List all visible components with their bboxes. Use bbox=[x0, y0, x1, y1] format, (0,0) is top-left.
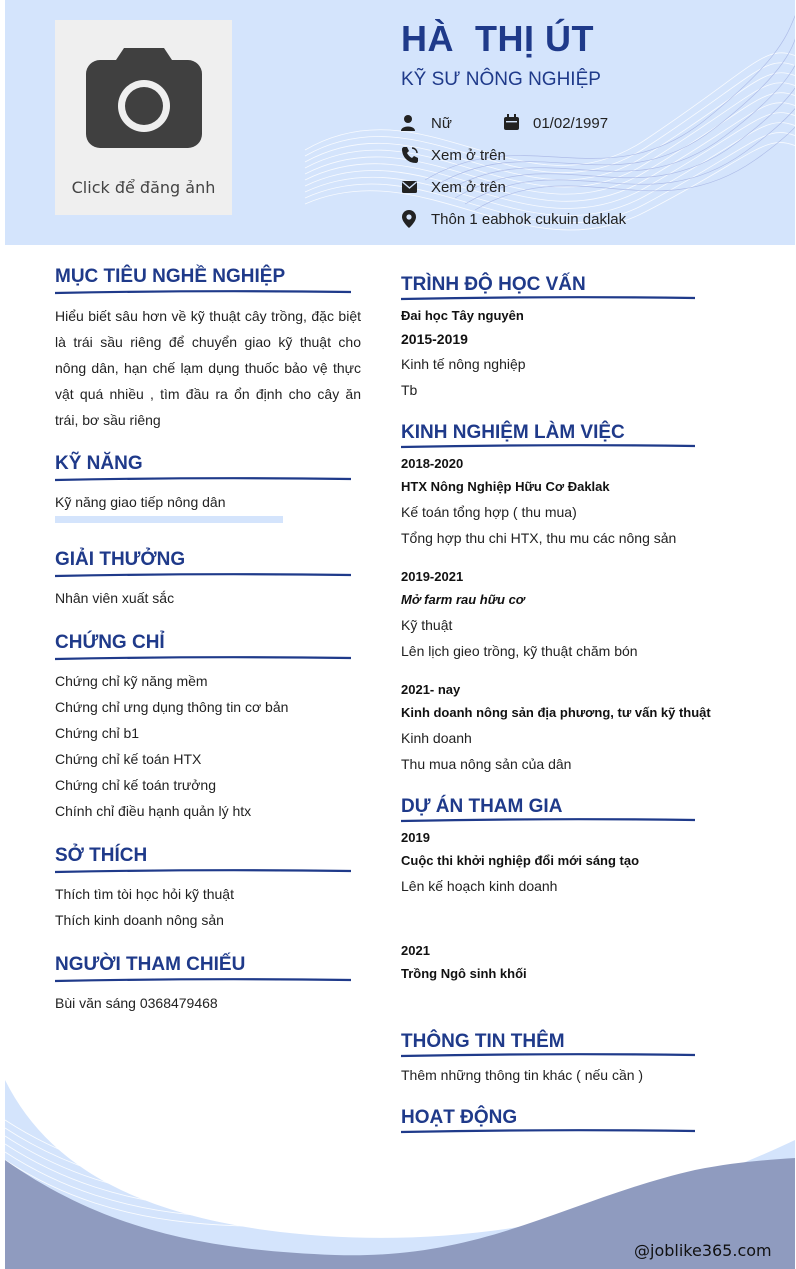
experience-position[interactable]: Kỹ thuật bbox=[401, 617, 453, 633]
certificate-item[interactable]: Chứng chỉ ưng dụng thông tin cơ bản bbox=[55, 699, 289, 715]
experience-company[interactable]: Kinh doanh nông sản địa phương, tư vấn kỹ thuật bbox=[401, 705, 711, 720]
certificate-item[interactable]: Chứng chỉ kế toán HTX bbox=[55, 751, 202, 767]
cv-header bbox=[5, 0, 795, 245]
awards-title[interactable]: GIẢI THƯỞNG bbox=[55, 549, 186, 570]
project-desc[interactable]: Lên kế hoạch kinh doanh bbox=[401, 878, 558, 894]
photo-caption: Click để đăng ảnh bbox=[71, 178, 216, 197]
project-name[interactable]: Cuộc thi khởi nghiệp đổi mới sáng tạo bbox=[401, 853, 640, 868]
address-value[interactable]: Thôn 1 eabhok cukuin daklak bbox=[431, 211, 627, 228]
experience-period[interactable]: 2021- nay bbox=[401, 682, 461, 697]
certificates-title[interactable]: CHỨNG CHỈ bbox=[55, 632, 165, 653]
reference-item[interactable]: Bùi văn sáng 0368479468 bbox=[55, 995, 218, 1011]
experience-underline bbox=[401, 444, 695, 450]
projects-underline bbox=[401, 818, 695, 824]
references-title[interactable]: NGƯỜI THAM CHIẾU bbox=[55, 954, 246, 975]
candidate-name[interactable]: HÀ THỊ ÚT bbox=[401, 18, 594, 59]
more-info-title[interactable]: THÔNG TIN THÊM bbox=[401, 1031, 565, 1052]
education-period[interactable]: 2015-2019 bbox=[401, 331, 468, 347]
project-name[interactable]: Trồng Ngô sinh khối bbox=[401, 966, 527, 981]
skill-level-bar bbox=[55, 516, 283, 523]
experience-position[interactable]: Kinh doanh bbox=[401, 730, 472, 746]
references-underline bbox=[55, 978, 351, 984]
email-value[interactable]: Xem ở trên bbox=[431, 179, 506, 196]
education-school[interactable]: Đai học Tây nguyên bbox=[401, 308, 524, 323]
more-info-underline bbox=[401, 1053, 695, 1059]
user-icon bbox=[401, 114, 419, 132]
objective-title[interactable]: MỤC TIÊU NGHỀ NGHIỆP bbox=[55, 266, 286, 287]
camera-icon bbox=[86, 48, 202, 148]
hobby-item[interactable]: Thích tìm tòi học hỏi kỹ thuật bbox=[55, 886, 234, 902]
skill-item[interactable]: Kỹ năng giao tiếp nông dân bbox=[55, 494, 226, 510]
experience-company[interactable]: Mở farm rau hữu cơ bbox=[401, 592, 525, 607]
experience-desc[interactable]: Lên lịch gieo trồng, kỹ thuật chăm bón bbox=[401, 643, 638, 659]
job-title[interactable]: KỸ SƯ NÔNG NGHIỆP bbox=[401, 69, 601, 90]
education-title[interactable]: TRÌNH ĐỘ HỌC VẤN bbox=[401, 274, 586, 295]
experience-company[interactable]: HTX Nông Nghiệp Hữu Cơ Đaklak bbox=[401, 479, 610, 494]
location-icon bbox=[401, 210, 419, 228]
envelope-icon bbox=[401, 178, 419, 196]
calendar-icon bbox=[503, 114, 521, 132]
experience-desc[interactable]: Tổng hợp thu chi HTX, thu mu các nông sản bbox=[401, 530, 677, 546]
brand-watermark: @joblike365.com bbox=[634, 1241, 772, 1260]
awards-underline bbox=[55, 573, 351, 579]
gender-value[interactable]: Nữ bbox=[431, 115, 452, 132]
experience-period[interactable]: 2019-2021 bbox=[401, 569, 464, 584]
skills-title[interactable]: KỸ NĂNG bbox=[55, 453, 143, 474]
education-major[interactable]: Kinh tế nông nghiệp bbox=[401, 356, 526, 372]
project-year[interactable]: 2019 bbox=[401, 830, 430, 845]
birthday-value[interactable]: 01/02/1997 bbox=[533, 115, 609, 132]
skills-underline bbox=[55, 477, 351, 483]
hobbies-title[interactable]: SỞ THÍCH bbox=[55, 845, 148, 866]
more-info-text[interactable]: Thêm những thông tin khác ( nếu cần ) bbox=[401, 1067, 644, 1083]
experience-title[interactable]: KINH NGHIỆM LÀM VIỆC bbox=[401, 422, 625, 443]
award-item[interactable]: Nhân viên xuất sắc bbox=[55, 590, 175, 606]
certificate-item[interactable]: Chính chỉ điều hạnh quản lý htx bbox=[55, 803, 252, 819]
certificate-item[interactable]: Chứng chỉ kỹ năng mềm bbox=[55, 673, 208, 689]
cv-page bbox=[5, 0, 795, 1269]
education-grade[interactable]: Tb bbox=[401, 382, 418, 398]
experience-period[interactable]: 2018-2020 bbox=[401, 456, 464, 471]
certificate-item[interactable]: Chứng chỉ kế toán trưởng bbox=[55, 777, 217, 793]
photo-upload[interactable] bbox=[55, 20, 232, 215]
phone-icon bbox=[401, 146, 419, 164]
phone-value[interactable]: Xem ở trên bbox=[431, 147, 506, 164]
project-year[interactable]: 2021 bbox=[401, 943, 430, 958]
objective-underline bbox=[55, 290, 351, 296]
education-underline bbox=[401, 296, 695, 302]
certificates-underline bbox=[55, 656, 351, 662]
projects-title[interactable]: DỰ ÁN THAM GIA bbox=[401, 796, 563, 817]
experience-position[interactable]: Kế toán tổng hợp ( thu mua) bbox=[401, 504, 577, 520]
hobbies-underline bbox=[55, 869, 351, 875]
certificate-item[interactable]: Chứng chỉ b1 bbox=[55, 725, 140, 741]
hobby-item[interactable]: Thích kinh doanh nông sản bbox=[55, 912, 224, 928]
objective-text[interactable]: Hiểu biết sâu hơn về kỹ thuật cây trồng, đặc biệt là trái sầu riêng để chuyển giao kỹ thuật cho nông dân, hạn chế lạm dụng thuốc bảo vệ thực vật quá nhiều , tìm đầu ra ổn định cho cây ăn trái, bơ sầu riêng bbox=[55, 308, 361, 428]
activities-title[interactable]: HOẠT ĐỘNG bbox=[401, 1107, 518, 1128]
experience-desc[interactable]: Thu mua nông sản của dân bbox=[401, 756, 572, 772]
